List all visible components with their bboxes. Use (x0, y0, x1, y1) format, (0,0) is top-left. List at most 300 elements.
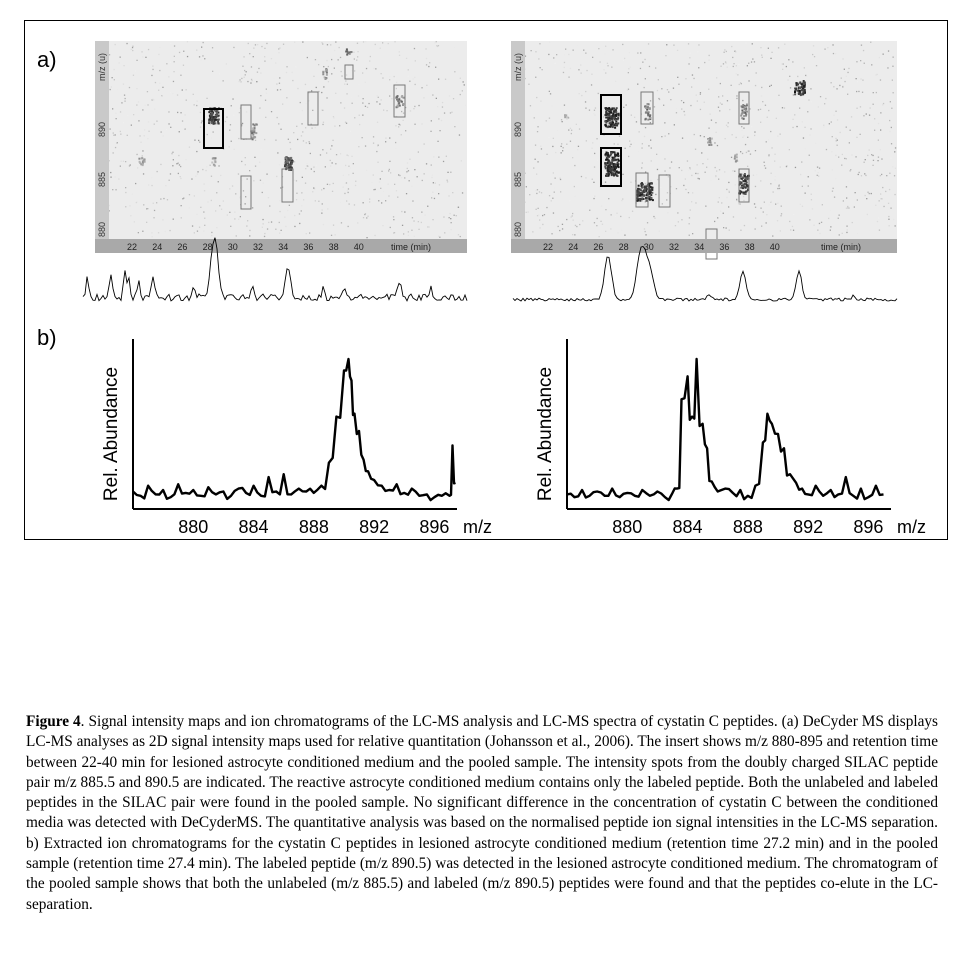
map-noise-dot (251, 66, 252, 67)
map-noise-dot (183, 65, 184, 66)
map-noise-dot (739, 84, 740, 85)
map-noise-dot (775, 204, 776, 205)
map-noise-dot (542, 224, 543, 225)
map-spot-pixel (142, 160, 144, 162)
map-noise-dot (439, 237, 440, 238)
map-noise-dot (116, 118, 117, 119)
map-noise-dot (181, 205, 182, 206)
map-noise-dot (726, 197, 727, 198)
map-noise-dot (112, 189, 113, 190)
map-spot-pixel (736, 156, 738, 158)
map-spot-pixel (745, 180, 747, 182)
map-noise-dot (548, 137, 549, 138)
map-noise-dot (691, 86, 692, 87)
map-noise-dot (728, 206, 729, 207)
map-noise-dot (592, 142, 593, 143)
map-noise-dot (227, 57, 228, 58)
map-noise-dot (895, 225, 896, 226)
map-noise-dot (373, 174, 374, 175)
map-noise-dot (869, 115, 870, 116)
map-noise-dot (539, 219, 540, 220)
map-noise-dot (421, 212, 422, 213)
map-x-tick-label: 28 (618, 242, 629, 252)
map-noise-dot (714, 142, 715, 143)
map-noise-dot (843, 200, 844, 201)
map-noise-dot (780, 230, 781, 231)
map-noise-dot (461, 160, 462, 161)
map-noise-dot (677, 50, 678, 51)
map-spot-pixel (610, 152, 612, 154)
map-noise-dot (780, 166, 781, 167)
map-noise-dot (723, 227, 724, 228)
map-noise-dot (358, 146, 359, 147)
map-spot-pixel (611, 118, 613, 120)
map-noise-dot (844, 158, 845, 159)
map-noise-dot (645, 182, 646, 183)
map-noise-dot (450, 218, 451, 219)
map-noise-dot (591, 84, 592, 85)
map-noise-dot (548, 54, 549, 55)
map-noise-dot (650, 140, 651, 141)
map-noise-dot (700, 92, 701, 93)
map-x-tick-label: 22 (127, 242, 138, 252)
map-noise-dot (355, 181, 356, 182)
map-noise-dot (406, 193, 407, 194)
map-noise-dot (295, 66, 296, 67)
map-noise-dot (629, 52, 630, 53)
map-noise-dot (574, 186, 575, 187)
map-noise-dot (611, 214, 612, 215)
map-noise-dot (872, 155, 873, 156)
map-noise-dot (327, 184, 328, 185)
map-noise-dot (152, 69, 153, 70)
map-noise-dot (851, 116, 852, 117)
map-noise-dot (786, 66, 787, 67)
map-spot-pixel (606, 173, 608, 175)
map-noise-dot (655, 67, 656, 68)
map-noise-dot (458, 207, 459, 208)
map-noise-dot (300, 102, 301, 103)
map-noise-dot (162, 87, 163, 88)
x-tick-label: 884 (672, 517, 703, 537)
map-noise-dot (218, 181, 219, 182)
map-noise-dot (162, 219, 163, 220)
map-noise-dot (704, 62, 705, 63)
map-noise-dot (701, 152, 702, 153)
map-noise-dot (147, 104, 148, 105)
map-noise-dot (726, 227, 727, 228)
map-noise-dot (415, 84, 416, 85)
map-noise-dot (431, 177, 432, 178)
map-noise-dot (848, 181, 849, 182)
map-noise-dot (321, 213, 322, 214)
map-noise-dot (306, 163, 307, 164)
map-spot-pixel (650, 117, 652, 119)
map-noise-dot (385, 141, 386, 142)
map-noise-dot (650, 180, 651, 181)
map-x-tick-label: 38 (328, 242, 339, 252)
map-noise-dot (172, 153, 173, 154)
map-noise-dot (598, 48, 599, 49)
map-noise-dot (127, 115, 128, 116)
map-noise-dot (726, 125, 727, 126)
map-noise-dot (209, 187, 210, 188)
map-noise-dot (394, 232, 395, 233)
map-noise-dot (462, 90, 463, 91)
map-noise-dot (735, 184, 736, 185)
map-noise-dot (407, 162, 408, 163)
map-noise-dot (695, 173, 696, 174)
map-noise-dot (612, 49, 613, 50)
map-noise-dot (332, 162, 333, 163)
map-noise-dot (397, 197, 398, 198)
map-noise-dot (678, 84, 679, 85)
map-noise-dot (306, 142, 307, 143)
map-noise-dot (818, 106, 819, 107)
map-noise-dot (135, 70, 136, 71)
map-spot-pixel (638, 193, 640, 195)
x-tick-label: 892 (793, 517, 824, 537)
map-noise-dot (710, 114, 711, 115)
map-noise-dot (114, 69, 115, 70)
map-noise-dot (199, 56, 200, 57)
map-noise-dot (559, 178, 560, 179)
map-noise-dot (137, 162, 138, 163)
map-noise-dot (706, 167, 707, 168)
map-noise-dot (271, 111, 272, 112)
map-noise-dot (269, 205, 270, 206)
map-noise-dot (639, 131, 640, 132)
map-noise-dot (746, 103, 747, 104)
map-noise-dot (878, 157, 879, 158)
map-spot-pixel (647, 114, 649, 116)
map-noise-dot (459, 134, 460, 135)
map-noise-dot (148, 131, 149, 132)
map-noise-dot (799, 108, 800, 109)
map-noise-dot (726, 51, 727, 52)
map-noise-dot (301, 135, 302, 136)
map-spot-pixel (736, 154, 738, 156)
map-noise-dot (605, 46, 606, 47)
map-noise-dot (442, 106, 443, 107)
map-noise-dot (279, 77, 280, 78)
map-noise-dot (749, 108, 750, 109)
map-noise-dot (657, 90, 658, 91)
map-noise-dot (174, 45, 175, 46)
map-noise-dot (186, 129, 187, 130)
x-axis-label: m/z (897, 517, 926, 537)
map-noise-dot (847, 207, 848, 208)
map-noise-dot (708, 89, 709, 90)
map-noise-dot (425, 215, 426, 216)
map-noise-dot (858, 91, 859, 92)
map-noise-dot (153, 203, 154, 204)
map-noise-dot (546, 154, 547, 155)
map-noise-dot (585, 53, 586, 54)
map-noise-dot (605, 182, 606, 183)
map-noise-dot (177, 112, 178, 113)
map-noise-dot (890, 208, 891, 209)
map-noise-dot (822, 204, 823, 205)
map-noise-dot (393, 216, 394, 217)
map-noise-dot (323, 122, 324, 123)
map-noise-dot (172, 165, 173, 166)
map-noise-dot (132, 197, 133, 198)
map-noise-dot (131, 49, 132, 50)
map-noise-dot (352, 103, 353, 104)
map-noise-dot (731, 46, 732, 47)
map-spot-pixel (398, 102, 400, 104)
map-spot-pixel (326, 74, 328, 76)
map-noise-dot (861, 175, 862, 176)
map-noise-dot (748, 151, 749, 152)
map-spot-pixel (638, 185, 640, 187)
map-noise-dot (408, 69, 409, 70)
x-tick-label: 896 (419, 517, 450, 537)
map-noise-dot (560, 179, 561, 180)
map-noise-dot (657, 179, 658, 180)
map-noise-dot (664, 158, 665, 159)
map-noise-dot (645, 127, 646, 128)
map-noise-dot (889, 173, 890, 174)
map-noise-dot (110, 172, 111, 173)
map-noise-dot (406, 172, 407, 173)
map-noise-dot (389, 95, 390, 96)
map-spot-pixel (610, 121, 612, 123)
map-noise-dot (880, 149, 881, 150)
map-noise-dot (842, 154, 843, 155)
map-noise-dot (159, 47, 160, 48)
map-noise-dot (427, 226, 428, 227)
map-noise-dot (738, 203, 739, 204)
map-noise-dot (637, 52, 638, 53)
map-noise-dot (266, 93, 267, 94)
map-noise-dot (333, 117, 334, 118)
map-noise-dot (432, 175, 433, 176)
map-noise-dot (741, 126, 742, 127)
map-noise-dot (889, 189, 890, 190)
map-noise-dot (572, 157, 573, 158)
map-noise-dot (434, 42, 435, 43)
map-noise-dot (840, 132, 841, 133)
map-noise-dot (721, 202, 722, 203)
map-noise-dot (846, 232, 847, 233)
caption-text: . Signal intensity maps and ion chromatograms of the LC-MS analysis and LC-MS spectra of cystatin C peptides. (a) DeCyder MS displays LC-MS analyses as 2D signal intensity maps used for relative quantitation (Johansson et al., 2006). The insert shows m/z 880-895 and retention time between 22-40 min for lesioned astrocyte conditioned medium and the pooled sample. The intensity spots from the doubly charged SILAC peptide pair m/z 885.5 and 890.5 are indicated. The reactive astrocyte conditioned medium contains only the labeled peptide. Both the unlabeled and labeled peptides in the SILAC pair were found in the pooled sample. No significant difference in the concentration of cystatin C between the conditioned media was detected with DeCyderMS. The quantitative analysis was based on the normalised peptide ion signal intensities in the LC-MS separation. b) Extracted ion chromatograms for the cystatin C peptides in lesioned astrocyte conditioned medium (retention time 27.2 min) and in the pooled sample (retention time 27.4 min). The labeled peptide (m/z 890.5) was detected in the lesioned astrocyte conditioned medium. The chromatogram of the pooled sample shows that both the unlabeled (m/z 885.5) and labeled (m/z 890.5) peptides were found and that the peptides co-elute in the LC-separation. (26, 713, 938, 913)
map-spot-pixel (608, 120, 610, 122)
map-spot-pixel (213, 116, 215, 118)
map-noise-dot (766, 214, 767, 215)
map-spot-pixel (213, 122, 215, 124)
map-noise-dot (306, 233, 307, 234)
map-noise-dot (204, 190, 205, 191)
map-noise-dot (287, 210, 288, 211)
map-noise-dot (629, 140, 630, 141)
map-noise-dot (800, 174, 801, 175)
map-noise-dot (605, 231, 606, 232)
map-noise-dot (390, 172, 391, 173)
map-noise-dot (339, 125, 340, 126)
map-noise-dot (728, 190, 729, 191)
map-noise-dot (120, 134, 121, 135)
map-noise-dot (724, 171, 725, 172)
map-noise-dot (401, 177, 402, 178)
map-noise-dot (854, 206, 855, 207)
map-noise-dot (832, 169, 833, 170)
map-noise-dot (383, 191, 384, 192)
map-noise-dot (172, 93, 173, 94)
map-spot-pixel (604, 166, 606, 168)
map-noise-dot (233, 55, 234, 56)
map-noise-dot (592, 57, 593, 58)
map-noise-dot (684, 111, 685, 112)
map-noise-dot (765, 168, 766, 169)
map-noise-dot (245, 74, 246, 75)
map-noise-dot (789, 149, 790, 150)
map-noise-dot (698, 178, 699, 179)
map-noise-dot (354, 117, 355, 118)
map-noise-dot (869, 230, 870, 231)
map-noise-dot (878, 218, 879, 219)
map-noise-dot (331, 73, 332, 74)
map-noise-dot (642, 143, 643, 144)
map-noise-dot (305, 103, 306, 104)
map-spot-pixel (605, 111, 607, 113)
map-noise-dot (329, 184, 330, 185)
map-noise-dot (793, 230, 794, 231)
map-noise-dot (154, 124, 155, 125)
map-noise-dot (363, 202, 364, 203)
map-spot-pixel (617, 122, 619, 124)
map-noise-dot (880, 193, 881, 194)
map-noise-dot (168, 76, 169, 77)
map-noise-dot (762, 57, 763, 58)
map-noise-dot (303, 140, 304, 141)
map-noise-dot (570, 68, 571, 69)
map-spot-pixel (744, 175, 746, 177)
map-noise-dot (893, 57, 894, 58)
map-noise-dot (723, 213, 724, 214)
map-noise-dot (656, 184, 657, 185)
map-noise-dot (310, 153, 311, 154)
map-noise-dot (120, 131, 121, 132)
map-noise-dot (255, 44, 256, 45)
map-noise-dot (736, 73, 737, 74)
map-spot-pixel (396, 99, 398, 101)
map-noise-dot (157, 171, 158, 172)
map-noise-dot (826, 149, 827, 150)
map-noise-dot (574, 234, 575, 235)
map-y-tick-label: 890 (513, 121, 523, 137)
map-noise-dot (685, 189, 686, 190)
map-noise-dot (369, 201, 370, 202)
map-y-axis-label: m/z (u) (513, 53, 523, 81)
map-noise-dot (297, 88, 298, 89)
map-noise-dot (882, 187, 883, 188)
map-spot-pixel (641, 192, 643, 194)
map-spot-pixel (288, 167, 290, 169)
map-noise-dot (194, 140, 195, 141)
map-spot-pixel (398, 99, 400, 101)
map-noise-dot (110, 128, 111, 129)
map-noise-dot (246, 111, 247, 112)
map-noise-dot (729, 109, 730, 110)
map-noise-dot (133, 114, 134, 115)
map-noise-dot (568, 54, 569, 55)
map-noise-dot (194, 195, 195, 196)
map-noise-dot (343, 187, 344, 188)
map-spot-pixel (144, 161, 146, 163)
map-spot-pixel (211, 119, 213, 121)
map-noise-dot (553, 57, 554, 58)
map-noise-dot (889, 131, 890, 132)
map-noise-dot (259, 107, 260, 108)
map-noise-dot (180, 176, 181, 177)
map-noise-dot (148, 184, 149, 185)
map-noise-dot (889, 225, 890, 226)
map-noise-dot (463, 81, 464, 82)
map-noise-dot (415, 60, 416, 61)
map-noise-dot (595, 107, 596, 108)
map-noise-dot (554, 192, 555, 193)
map-noise-dot (754, 135, 755, 136)
map-noise-dot (159, 83, 160, 84)
map-noise-dot (264, 61, 265, 62)
map-noise-dot (353, 173, 354, 174)
map-noise-dot (381, 73, 382, 74)
map-noise-dot (301, 192, 302, 193)
map-noise-dot (398, 174, 399, 175)
map-spot-pixel (139, 161, 141, 163)
map-noise-dot (688, 43, 689, 44)
map-noise-dot (812, 54, 813, 55)
map-noise-dot (263, 182, 264, 183)
map-noise-dot (668, 133, 669, 134)
map-noise-dot (535, 145, 536, 146)
map-noise-dot (741, 130, 742, 131)
map-noise-dot (279, 83, 280, 84)
map-noise-dot (239, 79, 240, 80)
map-spot-pixel (741, 113, 743, 115)
map-spot-pixel (644, 118, 646, 120)
map-y-tick-label: 880 (97, 221, 107, 237)
map-spot-pixel (607, 126, 609, 128)
map-noise-dot (414, 236, 415, 237)
map-noise-dot (860, 106, 861, 107)
map-noise-dot (813, 45, 814, 46)
map-noise-dot (754, 203, 755, 204)
map-noise-dot (857, 199, 858, 200)
map-spot-pixel (710, 144, 712, 146)
map-noise-dot (585, 177, 586, 178)
map-noise-dot (596, 138, 597, 139)
map-noise-dot (115, 189, 116, 190)
map-noise-dot (832, 191, 833, 192)
map-noise-dot (132, 50, 133, 51)
map-noise-dot (879, 57, 880, 58)
map-noise-dot (645, 231, 646, 232)
map-noise-dot (412, 217, 413, 218)
map-spot-pixel (745, 106, 747, 108)
map-noise-dot (170, 127, 171, 128)
map-noise-dot (700, 135, 701, 136)
map-noise-dot (322, 110, 323, 111)
map-noise-dot (449, 217, 450, 218)
map-noise-dot (240, 216, 241, 217)
map-noise-dot (179, 164, 180, 165)
map-noise-dot (192, 225, 193, 226)
map-noise-dot (262, 227, 263, 228)
map-noise-dot (539, 43, 540, 44)
